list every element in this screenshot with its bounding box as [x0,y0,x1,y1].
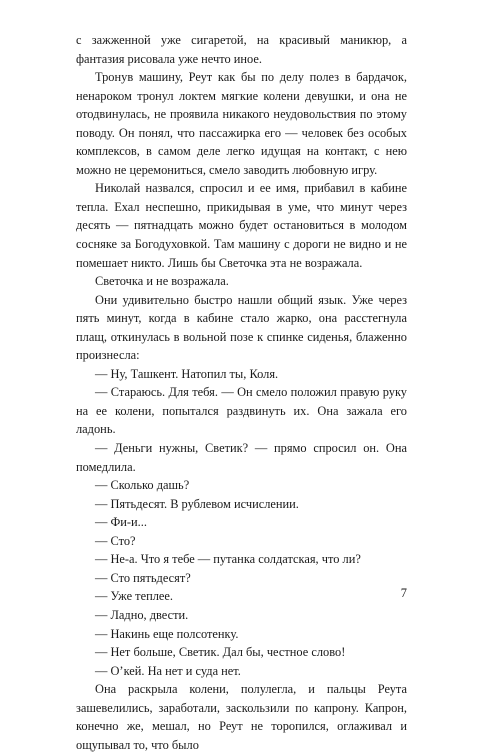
dialogue-line: — О’кей. На нет и суда нет. [95,663,241,678]
dialogue-line: — Ну, Ташкент. Натопил ты, Коля. [95,366,279,381]
dialogue-line: — Не-а. Что я тебе — путанка солдатская, что ли? [95,552,361,567]
dialogue-line: — Сколько дашь? [95,478,190,493]
dialogue-line: — Пятьдесят. В рублевом исчислении. [95,496,299,511]
dialogue-line: — Уже теплее. [95,589,173,604]
paragraph: Они удивительно быстро нашли общий язык. Уже через пять минут, когда в кабине стало жарко, она расстегнула плащ, откинулась в вольной позе к спинке сиденья, блаженно произнесла: [76,292,407,363]
dialogue-line: — Фи-и... [95,515,147,530]
paragraph: Николай назвался, спросил и ее имя, прибавил в кабине тепла. Ехал неспешно, прикидывая в уме, что минут через десять — пятнадцать можно будет остановиться в молодом сосняке за Богодуховкой. Там машину с дороги не видно и не помешает никто. Лишь бы Светочка эта не возражала. [76,181,407,270]
paragraph: Светочка и не возражала. [95,274,229,289]
dialogue-line: — Сто? [95,533,136,548]
page-number: 7 [400,586,407,600]
dialogue-line: — Стараюсь. Для тебя. — Он смело положил правую руку на ее колени, попытался раздвинуть их. Она зажала его ладонь. [76,385,407,437]
dialogue-line: — Накинь еще полсотенку. [95,626,239,641]
paragraph: Она раскрыла колени, полулегла, и пальцы Реута зашевелились, заработали, заскользили по капрону. Капрон, конечно же, мешал, но Реут не торопился, оглаживал и ощупывал то, что было [76,682,407,752]
body-text [76,31,407,754]
dialogue-line: — Сто пятьдесят? [95,570,191,585]
paragraph: Тронув машину, Реут как бы по делу полез в бардачок, ненароком тронул локтем мягкие колени девушки, и она не отодвинулась, не проявила никакого неудовольствия по этому поводу. Он понял, что пассажирка его — человек без особых комплексов, в самом деле легко идущая на контакт, с нею можно не церемониться, смело заводить любовную игру. [76,70,407,177]
dialogue-line: — Ладно, двести. [95,607,189,622]
paragraph: с зажженной уже сигаретой, на красивый маникюр, а фантазия рисовала уже нечто иное. [76,33,407,66]
dialogue-line: — Деньги нужны, Светик? — прямо спросил он. Она помедлила. [76,441,407,474]
dialogue-line: — Нет больше, Светик. Дал бы, честное слово! [95,645,346,660]
